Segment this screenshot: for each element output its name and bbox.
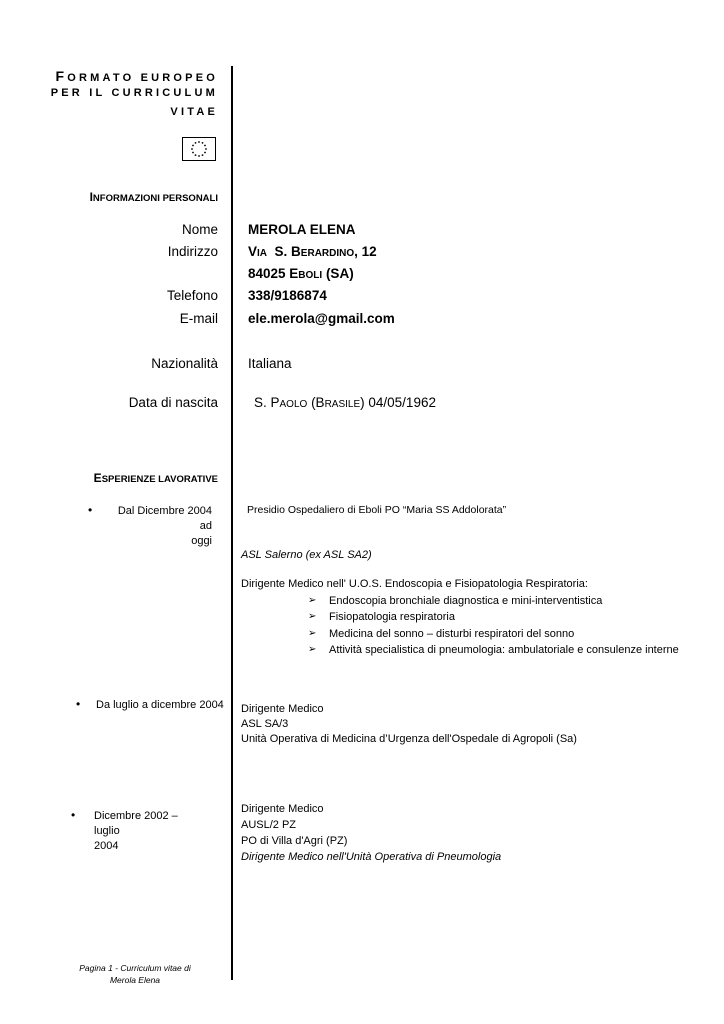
- bullet-icon: •: [88, 503, 93, 517]
- job2-date: Da luglio a dicembre 2004: [96, 699, 224, 711]
- arrow-bullet-icon: ➢: [308, 611, 317, 622]
- name-value: MEROLA ELENA: [248, 222, 356, 237]
- arrow-bullet-icon: ➢: [308, 595, 317, 606]
- vertical-divider: [231, 66, 233, 980]
- cv-title-line2: PER IL CURRICULUM: [50, 87, 218, 99]
- section-personal-info: INFORMAZIONI PERSONALI: [89, 190, 218, 204]
- job1-item: Medicina del sonno – disturbi respiratori del sonno: [329, 628, 575, 640]
- birth-value: S. PAOLO (BRASILE) 04/05/1962: [254, 395, 436, 410]
- job3-line2: AUSL/2 PZ: [241, 819, 297, 831]
- job2-line3: Unità Operativa di Medicina d’Urgenza dell'Ospedale di Agropoli (Sa): [241, 733, 577, 745]
- phone-label: Telefono: [166, 288, 218, 303]
- job1-date: Dal Dicembre 2004 ad oggi: [117, 505, 212, 547]
- job1-item: Endoscopia bronchiale diagnostica e mini-interventistica: [329, 595, 603, 607]
- cv-title-line3: VITAE: [170, 106, 218, 118]
- cv-title-line1: FORMATO EUROPEO: [55, 68, 218, 84]
- job3-line4: Dirigente Medico nell'Unità Operativa di Pneumologia: [241, 851, 502, 863]
- job1-item: Fisiopatologia respiratoria: [329, 611, 455, 623]
- job1-item: Attività specialistica di pneumologia: ambulatoriale e consulenze interne: [329, 644, 679, 656]
- name-label: Nome: [181, 222, 218, 237]
- address-label: Indirizzo: [167, 244, 218, 259]
- job1-org: ASL Salerno (ex ASL SA2): [241, 549, 372, 561]
- email-value: ele.merola@gmail.com: [248, 311, 395, 326]
- eu-flag-icon: [182, 137, 216, 161]
- section-work-experience: ESPERIENZE LAVORATIVE: [93, 471, 218, 485]
- bullet-icon: •: [71, 808, 76, 822]
- job3-date: Dicembre 2002 – luglio 2004: [94, 810, 178, 852]
- bullet-icon: •: [76, 697, 81, 711]
- job2-line2: ASL SA/3: [241, 718, 289, 730]
- job1-role: Dirigente Medico nell' U.O.S. Endoscopia e Fisiopatologia Respiratoria:: [241, 578, 588, 590]
- arrow-bullet-icon: ➢: [308, 644, 317, 655]
- email-label: E-mail: [179, 311, 218, 326]
- nationality-label: Nazionalità: [151, 356, 218, 371]
- nationality-value: Italiana: [248, 356, 292, 371]
- job1-employer: Presidio Ospedaliero di Eboli PO “Maria SS Addolorata”: [247, 504, 507, 516]
- job3-line3: PO di Villa d'Agri (PZ): [241, 835, 348, 847]
- birth-label: Data di nascita: [128, 395, 218, 410]
- address-line2: 84025 EBOLI (SA): [248, 266, 354, 281]
- job3-line1: Dirigente Medico: [241, 803, 324, 815]
- arrow-bullet-icon: ➢: [308, 628, 317, 639]
- job2-line1: Dirigente Medico: [241, 703, 324, 715]
- phone-value: 338/9186874: [248, 288, 327, 303]
- address-line1: VIA S. BERARDINO, 12: [248, 244, 377, 259]
- page-footer: Pagina 1 - Curriculum vitae di Merola Elena: [79, 963, 191, 985]
